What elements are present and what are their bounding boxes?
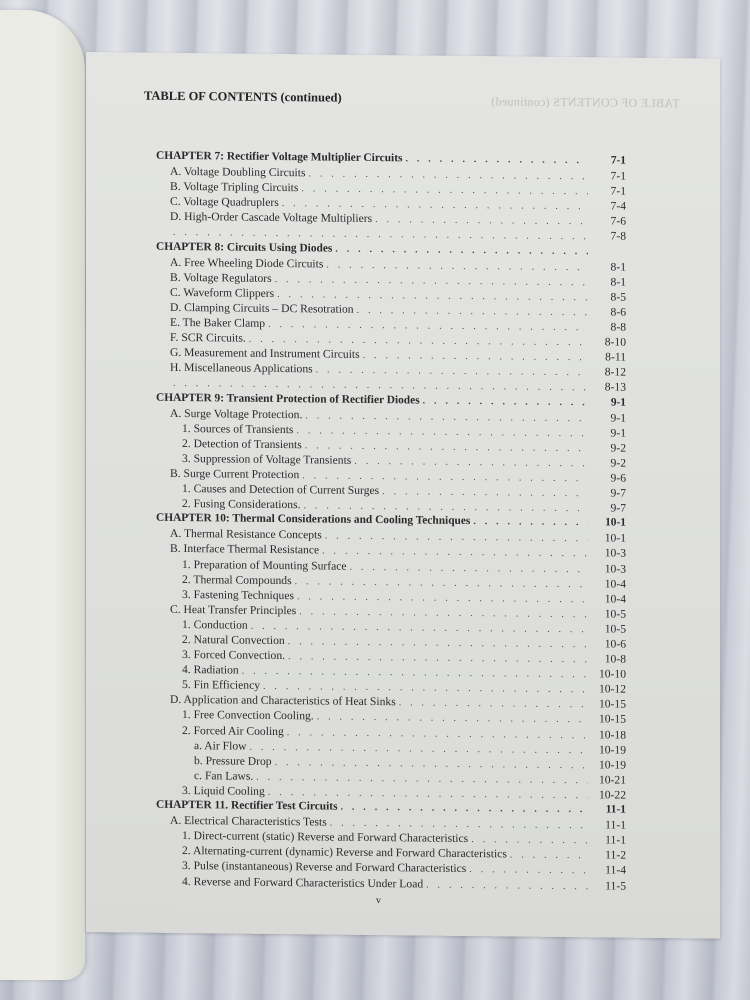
toc-entry-page: 10-19 (598, 758, 626, 772)
toc-entry-page: 7-8 (610, 229, 626, 244)
toc-entry-title: b. Pressure Drop (194, 753, 272, 768)
toc-leader-dots (473, 514, 588, 530)
toc-entry-page: 11-4 (605, 863, 626, 878)
toc-entry-title: B. Surge Current Protection (170, 466, 300, 482)
toc-entry-title: 4. Radiation (182, 663, 239, 677)
toc-entry-page: 10-22 (598, 788, 626, 802)
toc-entry-page: 7-1 (610, 184, 626, 198)
toc-entry-title: D. Clamping Circuits – DC Resotration (170, 300, 354, 316)
toc-entry-page: 10-4 (604, 592, 626, 606)
toc-leader-dots (341, 800, 589, 818)
toc-entry-page: 10-12 (598, 682, 626, 696)
toc-entry-page: 9-2 (610, 456, 626, 470)
toc-entry-page: 11-1 (605, 818, 626, 832)
toc-entry-page: 11-2 (605, 848, 626, 862)
toc-entry-page: 11-1 (605, 833, 626, 847)
toc-entry-page: 11-1 (605, 803, 626, 816)
document-page (86, 52, 720, 939)
toc-entry-title: D. Application and Characteristics of Heat Sinks (170, 693, 396, 709)
toc-entry-page: 9-7 (610, 501, 626, 515)
toc-entry-page: 10-6 (604, 637, 626, 651)
toc-entry-page: 9-7 (610, 486, 626, 500)
toc-entry-page: 10-3 (604, 561, 626, 576)
toc-entry-title: 3. Forced Convection. (182, 648, 286, 663)
toc-entry-title: 3. Pulse (instantaneous) Reverse and Forward Characteristics (182, 859, 467, 876)
table-of-contents (156, 149, 626, 894)
toc-entry-title: 2. Forced Air Cooling (182, 723, 284, 738)
toc-leader-dots (510, 848, 588, 864)
toc-leader-dots (405, 151, 588, 168)
toc-entry-title: A. Surge Voltage Protection. (170, 406, 303, 421)
toc-entry-page: 10-4 (604, 577, 626, 591)
toc-entry-title: CHAPTER 8: Circuits Using Diodes (156, 240, 333, 255)
toc-entry-title: c. Fan Laws. (194, 768, 254, 783)
toc-entry-title: 1. Causes and Detection of Current Surges (182, 482, 380, 498)
toc-entry-title: CHAPTER 10: Thermal Considerations and Cooling Techniques (156, 511, 471, 528)
toc-entry-title: G. Measurement and Instrument Circuits (170, 346, 360, 362)
toc-entry-page: 8-11 (605, 350, 626, 364)
toc-entry-title: 1. Direct-current (static) Reverse and Forward Characteristics (182, 829, 469, 846)
toc-entry-title: 1. Free Convection Cooling. (182, 708, 314, 723)
toc-entry-title: CHAPTER 9: Transient Protection of Rectifier Diodes (156, 391, 420, 406)
toc-entry-page: 8-1 (610, 260, 626, 274)
toc-entry-page: 10-3 (604, 546, 626, 561)
page-title-main: TABLE OF CONTENTS (144, 88, 278, 105)
toc-entry-page: 10-18 (598, 727, 626, 742)
toc-entry-title: 5. Fin Efficiency (182, 678, 261, 693)
toc-entry-title: CHAPTER 11. Rectifier Test Circuits (156, 798, 338, 813)
toc-entry-page: 10-8 (604, 652, 626, 666)
toc-entry-title: B. Voltage Regulators (170, 270, 272, 285)
toc-entry-title: 2. Fusing Considerations. (182, 497, 301, 512)
toc-entry-page: 9-1 (610, 395, 626, 409)
toc-entry-title: D. High-Order Cascade Voltage Multipliers (170, 210, 373, 226)
toc-entry-title: 3. Liquid Cooling (182, 783, 265, 798)
toc-entry-title: C. Waveform Clippers (170, 285, 275, 300)
toc-entry-page: 10-10 (598, 667, 626, 681)
page-title-continued: (continued) (280, 90, 342, 105)
toc-entry-title: 2. Natural Convection (182, 633, 285, 648)
toc-entry-page: 9-2 (610, 441, 626, 455)
toc-entry-title: 3. Fastening Techniques (182, 587, 294, 602)
toc-entry-title: a. Air Flow (194, 738, 247, 753)
toc-entry-page: 10-15 (598, 712, 626, 727)
toc-leader-dots (423, 393, 588, 410)
toc-entry-page: 8-8 (610, 320, 626, 334)
page-number: v (376, 895, 381, 907)
toc-entry-title: B. Interface Thermal Resistance (170, 542, 320, 557)
toc-entry-title: B. Voltage Tripling Circuits (170, 180, 299, 195)
bleed-through-text: TABLE OF CONTENTS (continued) (491, 94, 680, 111)
page-title (144, 89, 342, 106)
toc-entry-title: C. Heat Transfer Principles (170, 602, 297, 618)
toc-entry-title: A. Voltage Doubling Circuits (170, 164, 306, 180)
toc-leader-dots (335, 241, 588, 259)
toc-entry-title: A. Thermal Resistance Concepts (170, 527, 322, 542)
toc-entry-page: 11-5 (605, 878, 626, 893)
toc-entry-page: 10-21 (598, 773, 626, 787)
toc-entry-page: 8-6 (610, 305, 626, 319)
toc-entry-title: 2. Detection of Transients (182, 436, 302, 452)
toc-entry-title: 1. Sources of Transients (182, 421, 294, 436)
toc-entry-page: 8-12 (604, 365, 626, 379)
toc-entry-title: 4. Reverse and Forward Characteristics Under Load (182, 874, 424, 891)
toc-entry-page: 10-15 (598, 697, 626, 712)
toc-entry-page: 8-1 (610, 275, 626, 289)
toc-entry-page: 7-6 (610, 214, 626, 229)
left-page-edge (0, 10, 85, 980)
toc-entry-page: 10-19 (598, 743, 626, 757)
toc-entry-page: 10-1 (605, 516, 626, 529)
toc-entry-title: 1. Conduction (182, 617, 248, 632)
toc-entry-page: 9-6 (610, 471, 626, 485)
toc-entry-page: 7-4 (610, 199, 626, 213)
toc-entry-title: E. The Baker Clamp (170, 315, 266, 330)
toc-entry-page: 7-1 (610, 154, 626, 167)
toc-entry-page: 8-10 (604, 335, 626, 349)
toc-entry-page: 10-5 (604, 622, 626, 636)
toc-entry-title: F. SCR Circuits. (170, 331, 246, 345)
toc-entry-title: A. Electrical Characteristics Tests (170, 814, 327, 829)
toc-leader-dots (426, 877, 588, 894)
toc-leader-dots (469, 862, 588, 878)
toc-entry-page: 9-1 (610, 411, 626, 425)
toc-entry-title: 2. Thermal Compounds (182, 572, 292, 587)
toc-entry-page: 8-13 (604, 380, 626, 395)
toc-entry-title: 3. Suppression of Voltage Transients (182, 451, 352, 467)
toc-entry-page: 8-5 (610, 290, 626, 304)
toc-entry-title: 2. Alternating-current (dynamic) Reverse and Forward Characteristics (182, 844, 507, 861)
toc-entry-page: 10-1 (604, 531, 626, 545)
toc-entry-page: 9-1 (610, 426, 626, 440)
toc-entry-title: C. Voltage Quadruplers (170, 195, 279, 210)
toc-entry-title: A. Free Wheeling Diode Circuits (170, 255, 324, 271)
toc-entry-title: CHAPTER 7: Rectifier Voltage Multiplier Circuits (156, 149, 403, 165)
toc-entry-page: 7-1 (610, 169, 626, 183)
toc-entry-title: H. Miscellaneous Applications (170, 361, 313, 376)
toc-entry-title: 1. Preparation of Mounting Surface (182, 557, 347, 573)
toc-entry-page: 10-5 (604, 607, 626, 621)
